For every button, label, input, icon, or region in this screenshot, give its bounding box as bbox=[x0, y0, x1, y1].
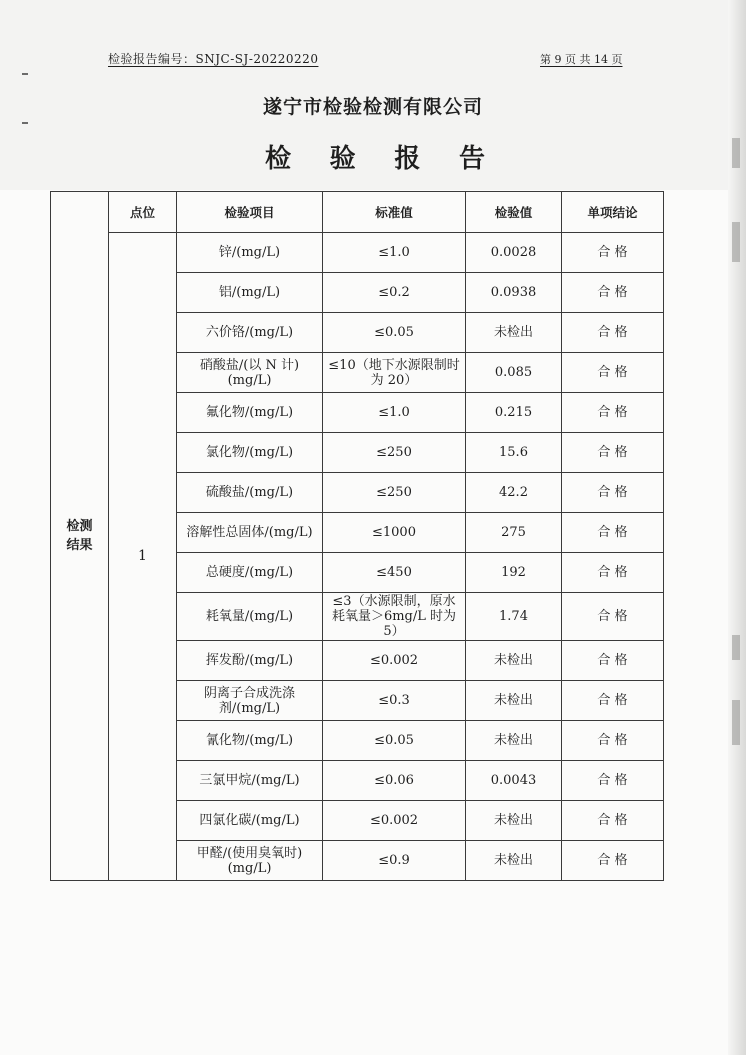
conclusion-cell: 合 格 bbox=[562, 313, 664, 353]
header-value: 检验值 bbox=[466, 192, 562, 233]
conclusion-cell: 合 格 bbox=[562, 841, 664, 881]
value-cell: 0.0938 bbox=[466, 273, 562, 313]
conclusion-cell: 合 格 bbox=[562, 761, 664, 801]
value-cell: 未检出 bbox=[466, 313, 562, 353]
value-cell: 42.2 bbox=[466, 473, 562, 513]
title-char: 告 bbox=[458, 144, 485, 174]
conclusion-cell: 合 格 bbox=[562, 641, 664, 681]
item-cell: 三氯甲烷/(mg/L) bbox=[177, 761, 323, 801]
value-cell: 0.215 bbox=[466, 393, 562, 433]
item-cell: 氯化物/(mg/L) bbox=[177, 433, 323, 473]
conclusion-cell: 合 格 bbox=[562, 273, 664, 313]
organization-name: 遂宁市检验检测有限公司 bbox=[262, 96, 483, 118]
conclusion-cell: 合 格 bbox=[562, 553, 664, 593]
standard-cell: ≤0.002 bbox=[323, 801, 466, 841]
standard-cell: ≤1000 bbox=[323, 513, 466, 553]
conclusion-cell: 合 格 bbox=[562, 721, 664, 761]
standard-cell: ≤0.06 bbox=[323, 761, 466, 801]
item-cell: 六价铬/(mg/L) bbox=[177, 313, 323, 353]
standard-cell: ≤1.0 bbox=[323, 393, 466, 433]
item-cell: 总硬度/(mg/L) bbox=[177, 553, 323, 593]
title-char: 验 bbox=[329, 144, 356, 174]
header-item: 检验项目 bbox=[177, 192, 323, 233]
conclusion-cell: 合 格 bbox=[562, 393, 664, 433]
value-cell: 275 bbox=[466, 513, 562, 553]
page-info: 第 9 页 共 14 页 bbox=[540, 53, 623, 66]
standard-cell: ≤250 bbox=[323, 433, 466, 473]
standard-cell: ≤3（水源限制，原水耗氧量＞6mg/L 时为 5） bbox=[323, 593, 466, 641]
standard-cell: ≤0.2 bbox=[323, 273, 466, 313]
scan-edge-shadow bbox=[728, 0, 746, 1055]
item-cell: 阴离子合成洗涤剂/(mg/L) bbox=[177, 681, 323, 721]
conclusion-cell: 合 格 bbox=[562, 513, 664, 553]
item-cell: 四氯化碳/(mg/L) bbox=[177, 801, 323, 841]
value-cell: 未检出 bbox=[466, 641, 562, 681]
conclusion-cell: 合 格 bbox=[562, 681, 664, 721]
value-cell: 192 bbox=[466, 553, 562, 593]
item-cell: 耗氧量/(mg/L) bbox=[177, 593, 323, 641]
value-cell: 0.0028 bbox=[466, 233, 562, 273]
document-title bbox=[265, 138, 485, 175]
value-cell: 15.6 bbox=[466, 433, 562, 473]
group-label: 检测 结果 bbox=[66, 519, 93, 553]
title-char: 检 bbox=[265, 144, 292, 174]
table-row bbox=[51, 233, 664, 273]
item-cell: 氰化物/(mg/L) bbox=[177, 721, 323, 761]
standard-cell: ≤450 bbox=[323, 553, 466, 593]
results-table bbox=[50, 191, 664, 881]
conclusion-cell: 合 格 bbox=[562, 473, 664, 513]
point-cell: 1 bbox=[109, 233, 177, 881]
header-point: 点位 bbox=[109, 192, 177, 233]
table-header-row bbox=[51, 192, 664, 233]
item-cell: 硝酸盐/(以 N 计)(mg/L) bbox=[177, 353, 323, 393]
item-cell: 锌/(mg/L) bbox=[177, 233, 323, 273]
conclusion-cell: 合 格 bbox=[562, 801, 664, 841]
standard-cell: ≤0.9 bbox=[323, 841, 466, 881]
scan-speck bbox=[22, 73, 28, 75]
standard-cell: ≤0.3 bbox=[323, 681, 466, 721]
conclusion-cell: 合 格 bbox=[562, 433, 664, 473]
conclusion-cell: 合 格 bbox=[562, 593, 664, 641]
item-cell: 挥发酚/(mg/L) bbox=[177, 641, 323, 681]
conclusion-cell: 合 格 bbox=[562, 353, 664, 393]
standard-cell: ≤250 bbox=[323, 473, 466, 513]
group-label-cell bbox=[51, 192, 109, 881]
report-number: SNJC-SJ-20220220 bbox=[195, 52, 319, 66]
report-number-line bbox=[108, 50, 318, 67]
value-cell: 未检出 bbox=[466, 681, 562, 721]
value-cell: 未检出 bbox=[466, 841, 562, 881]
value-cell: 未检出 bbox=[466, 721, 562, 761]
item-cell: 溶解性总固体/(mg/L) bbox=[177, 513, 323, 553]
standard-cell: ≤10（地下水源限制时为 20） bbox=[323, 353, 466, 393]
standard-cell: ≤1.0 bbox=[323, 233, 466, 273]
header-standard: 标准值 bbox=[323, 192, 466, 233]
value-cell: 1.74 bbox=[466, 593, 562, 641]
item-cell: 氟化物/(mg/L) bbox=[177, 393, 323, 433]
title-char: 报 bbox=[394, 144, 421, 174]
value-cell: 0.085 bbox=[466, 353, 562, 393]
header-conclusion: 单项结论 bbox=[562, 192, 664, 233]
standard-cell: ≤0.05 bbox=[323, 313, 466, 353]
item-cell: 铝/(mg/L) bbox=[177, 273, 323, 313]
scan-speck bbox=[22, 122, 28, 124]
item-cell: 硫酸盐/(mg/L) bbox=[177, 473, 323, 513]
value-cell: 未检出 bbox=[466, 801, 562, 841]
conclusion-cell: 合 格 bbox=[562, 233, 664, 273]
report-number-label: 检验报告编号： bbox=[108, 52, 196, 66]
value-cell: 0.0043 bbox=[466, 761, 562, 801]
item-cell: 甲醛/(使用臭氧时)(mg/L) bbox=[177, 841, 323, 881]
standard-cell: ≤0.002 bbox=[323, 641, 466, 681]
standard-cell: ≤0.05 bbox=[323, 721, 466, 761]
